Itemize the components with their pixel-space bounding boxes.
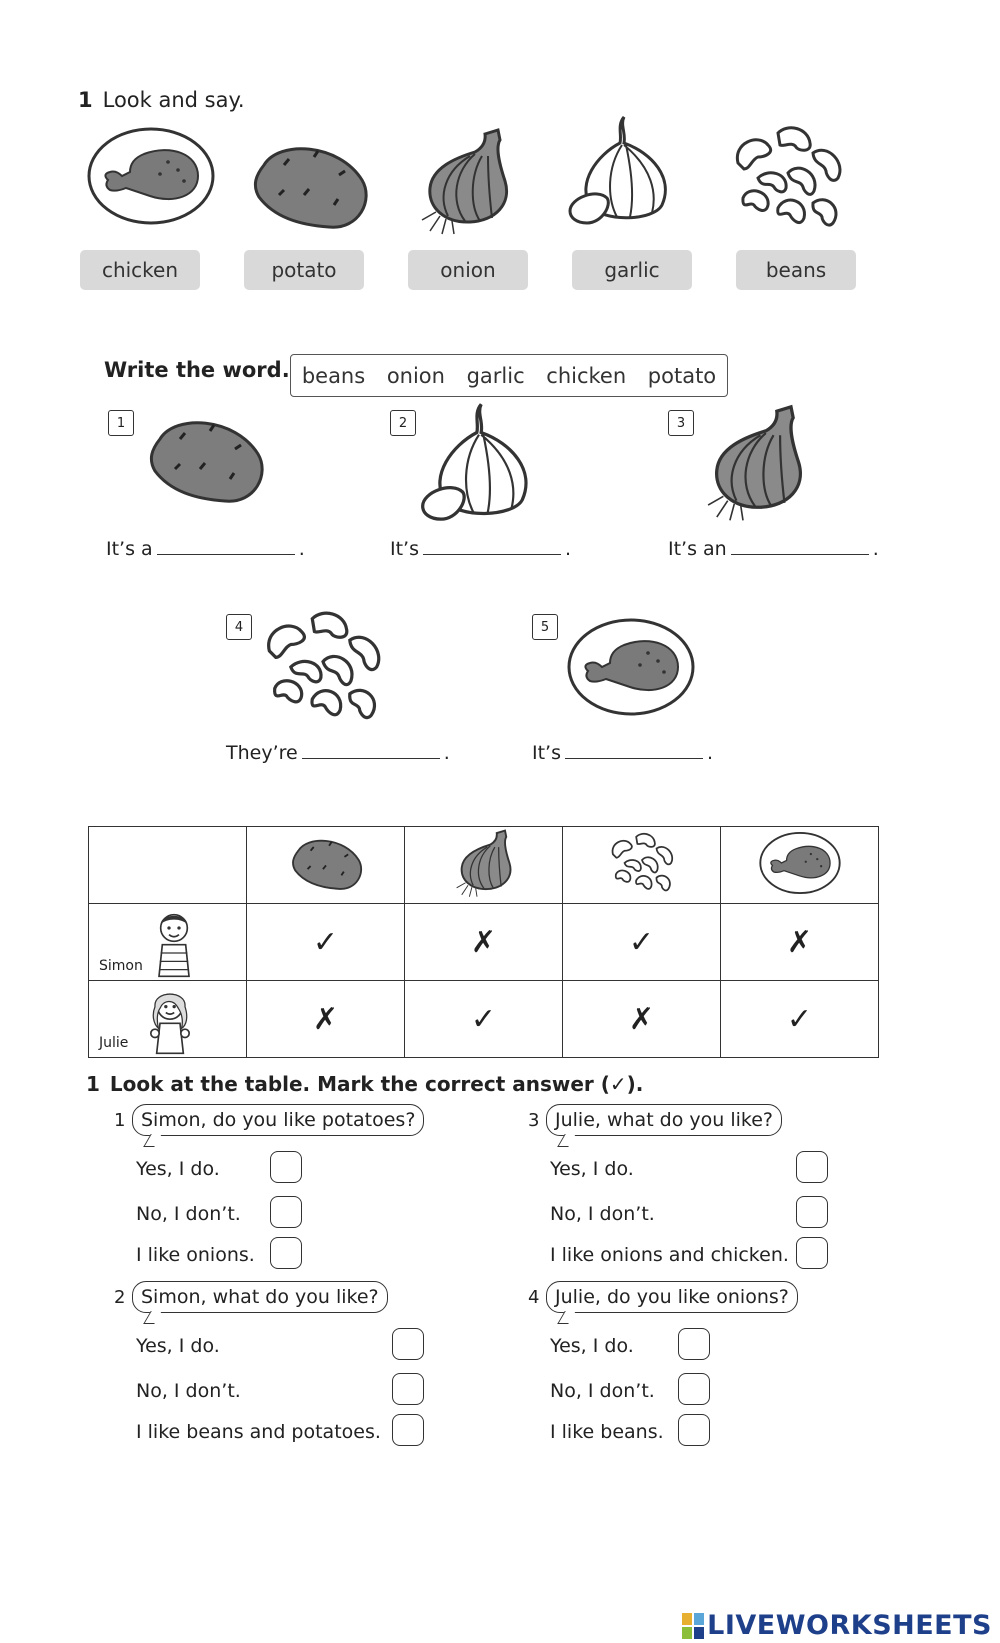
- sentence-4: They’re .: [226, 742, 450, 764]
- section1-title: Look and say.: [102, 88, 245, 112]
- answer-text: No, I don’t.: [136, 1203, 241, 1225]
- question-number: 1: [114, 1110, 126, 1131]
- table-corner-cell: [89, 827, 247, 904]
- sentence-5: It’s .: [532, 742, 714, 764]
- mark-cell: ✓: [563, 904, 721, 981]
- item-number: 2: [390, 410, 416, 436]
- question-number: 3: [528, 1110, 540, 1131]
- answer-blank[interactable]: [565, 758, 703, 759]
- sentence-3: It’s an .: [668, 538, 879, 560]
- bank-word: beans: [301, 363, 366, 388]
- answer-text: I like onions and chicken.: [550, 1244, 789, 1266]
- sentence-1: It’s a .: [106, 538, 305, 560]
- chicken-icon: [758, 831, 842, 895]
- section3-heading: [86, 1072, 643, 1096]
- answer-checkbox[interactable]: [392, 1328, 424, 1360]
- beans-icon: [728, 122, 848, 234]
- onion-icon: [449, 828, 519, 898]
- mark-cell: ✓: [405, 981, 563, 1058]
- answer-blank[interactable]: [302, 758, 440, 759]
- answer-blank[interactable]: [731, 554, 869, 555]
- item-number: 1: [108, 410, 134, 436]
- answer-checkbox[interactable]: [392, 1373, 424, 1405]
- table-row: [89, 904, 879, 981]
- boy-icon: [149, 908, 199, 978]
- answer-blank[interactable]: [157, 554, 295, 555]
- section1-heading: [78, 88, 245, 112]
- girl-icon: [145, 985, 195, 1055]
- label-onion: onion: [408, 250, 528, 290]
- sentence-prefix: It’s: [390, 538, 419, 560]
- answer-text: I like beans.: [550, 1421, 664, 1443]
- question-bubble: Simon, what do you like?: [132, 1281, 388, 1313]
- answer-text: No, I don’t.: [550, 1380, 655, 1402]
- question-number: 4: [528, 1287, 540, 1308]
- answer-text: Yes, I do.: [550, 1158, 634, 1180]
- answer-checkbox[interactable]: [270, 1237, 302, 1269]
- beans-icon: [258, 608, 388, 726]
- mark-cell: ✓: [721, 981, 879, 1058]
- logo-text: LIVEWORKSHEETS: [707, 1610, 992, 1641]
- bank-word: potato: [647, 363, 717, 388]
- word-bank: [290, 354, 728, 397]
- label-garlic: garlic: [572, 250, 692, 290]
- answer-checkbox[interactable]: [796, 1237, 828, 1269]
- section3-title: Look at the table. Mark the correct answer (✓).: [109, 1072, 644, 1096]
- sentence-2: It’s .: [390, 538, 572, 560]
- mark-cell: ✗: [563, 981, 721, 1058]
- label-potato: potato: [244, 250, 364, 290]
- answer-blank[interactable]: [423, 554, 561, 555]
- answer-text: Yes, I do.: [136, 1158, 220, 1180]
- question-bubble: Simon, do you like potatoes?: [132, 1104, 424, 1136]
- item-number: 4: [226, 614, 252, 640]
- answer-checkbox[interactable]: [678, 1414, 710, 1446]
- kid-name: Simon: [99, 958, 143, 974]
- mark-cell: ✗: [721, 904, 879, 981]
- answer-text: I like beans and potatoes.: [136, 1421, 381, 1443]
- potato-icon: [140, 405, 270, 513]
- answer-text: No, I don’t.: [136, 1380, 241, 1402]
- item-number: 5: [532, 614, 558, 640]
- potato-icon: [244, 135, 374, 235]
- bank-word: chicken: [546, 363, 627, 388]
- answer-text: I like onions.: [136, 1244, 255, 1266]
- question-bubble: Julie, what do you like?: [546, 1104, 782, 1136]
- onion-icon: [695, 400, 815, 525]
- answer-checkbox[interactable]: [678, 1328, 710, 1360]
- mark-cell: ✗: [405, 904, 563, 981]
- answer-checkbox[interactable]: [796, 1151, 828, 1183]
- answer-checkbox[interactable]: [270, 1196, 302, 1228]
- answer-checkbox[interactable]: [392, 1414, 424, 1446]
- mark-cell: ✓: [247, 904, 405, 981]
- potato-icon: [286, 831, 366, 895]
- answer-checkbox[interactable]: [796, 1196, 828, 1228]
- label-chicken: chicken: [80, 250, 200, 290]
- answer-text: No, I don’t.: [550, 1203, 655, 1225]
- bank-word: garlic: [466, 363, 525, 388]
- garlic-icon: [562, 108, 682, 238]
- onion-icon: [410, 122, 520, 240]
- chicken-icon: [86, 126, 216, 226]
- kid-name: Julie: [99, 1035, 129, 1051]
- table-header-row: [89, 827, 879, 904]
- beans-icon: [607, 831, 677, 895]
- sentence-prefix: It’s: [532, 742, 561, 764]
- answer-text: Yes, I do.: [550, 1335, 634, 1357]
- mark-cell: ✗: [247, 981, 405, 1058]
- bank-word: onion: [386, 363, 445, 388]
- sentence-prefix: It’s a: [106, 538, 153, 560]
- garlic-icon: [414, 400, 544, 530]
- section3-number: 1: [86, 1072, 100, 1096]
- section1-number: 1: [78, 88, 93, 112]
- liveworksheets-logo: [682, 1610, 992, 1641]
- preferences-table: [88, 826, 879, 1058]
- chicken-icon: [566, 612, 696, 722]
- section2-title: Write the word.: [104, 358, 290, 382]
- item-number: 3: [668, 410, 694, 436]
- sentence-prefix: It’s an: [668, 538, 727, 560]
- label-beans: beans: [736, 250, 856, 290]
- question-bubble: Julie, do you like onions?: [546, 1281, 798, 1313]
- sentence-prefix: They’re: [226, 742, 298, 764]
- answer-text: Yes, I do.: [136, 1335, 220, 1357]
- logo-icon: [682, 1613, 704, 1639]
- answer-checkbox[interactable]: [678, 1373, 710, 1405]
- question-number: 2: [114, 1287, 126, 1308]
- table-row: [89, 981, 879, 1058]
- answer-checkbox[interactable]: [270, 1151, 302, 1183]
